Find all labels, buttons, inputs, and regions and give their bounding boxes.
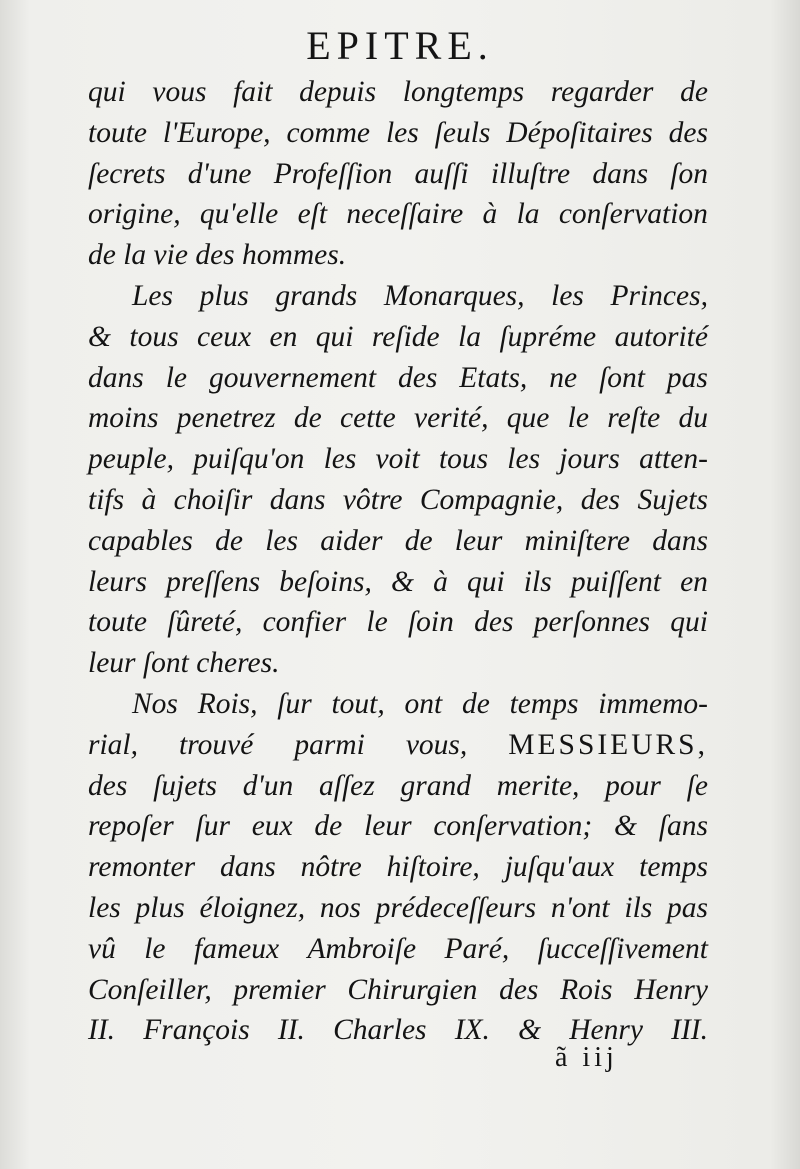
text-line: qui vous fait depuis longtemps regarder de xyxy=(88,76,708,108)
text-line: Nos Rois, ſur tout, ont de temps immemo- xyxy=(132,687,708,720)
text-line: toute l'Europe, comme les ſeuls Dépoſitaires des xyxy=(88,116,708,149)
text-line: peuple, puiſqu'on les voit tous les jours atten- xyxy=(88,443,708,476)
text-line: origine, qu'elle eſt neceſſaire à la conſervation xyxy=(88,198,708,231)
page-header: EPITRE. xyxy=(306,23,494,68)
text-line: rial, trouvé parmi vous, MESSIEURS, xyxy=(88,728,708,761)
text-line: leurs preſſens beſoins, & à qui ils puiſſent en xyxy=(88,565,708,598)
text-line: capables de les aider de leur miniſtere dans xyxy=(88,524,708,557)
text-line: les plus éloignez, nos prédeceſſeurs n'ont ils pas xyxy=(88,891,708,924)
text-line: ſecrets d'une Profeſſion auſſi illuſtre dans ſon xyxy=(88,157,708,190)
text-line: vû le fameux Ambroiſe Paré, ſucceſſivement xyxy=(88,932,708,965)
text-line: II. François II. Charles IX. & Henry III. xyxy=(88,1014,708,1047)
text-line: de la vie des hommes. xyxy=(88,239,347,272)
text-line: repoſer ſur eux de leur conſervation; & ſans xyxy=(88,810,708,843)
signature-mark: ã iij xyxy=(555,1042,618,1073)
body-text xyxy=(88,72,708,1051)
text-line: Les plus grands Monarques, les Princes, xyxy=(132,279,708,312)
text-line: Conſeiller, premier Chirurgien des Rois Henry xyxy=(88,973,708,1006)
text-line: & tous ceux en qui reſide la ſupréme autorité xyxy=(88,320,708,353)
text-line: dans le gouvernement des Etats, ne ſont pas xyxy=(88,361,708,394)
text-line: moins penetrez de cette verité, que le reſte du xyxy=(88,402,708,435)
text-line: des ſujets d'un aſſez grand merite, pour ſe xyxy=(88,769,708,802)
text-line: remonter dans nôtre hiſtoire, juſqu'aux temps xyxy=(88,851,708,884)
text-line: toute ſûreté, confier le ſoin des perſonnes qui xyxy=(88,606,708,639)
text-line: leur ſont cheres. xyxy=(88,647,280,680)
text-line: tifs à choiſir dans vôtre Compagnie, des Sujets xyxy=(88,483,708,516)
